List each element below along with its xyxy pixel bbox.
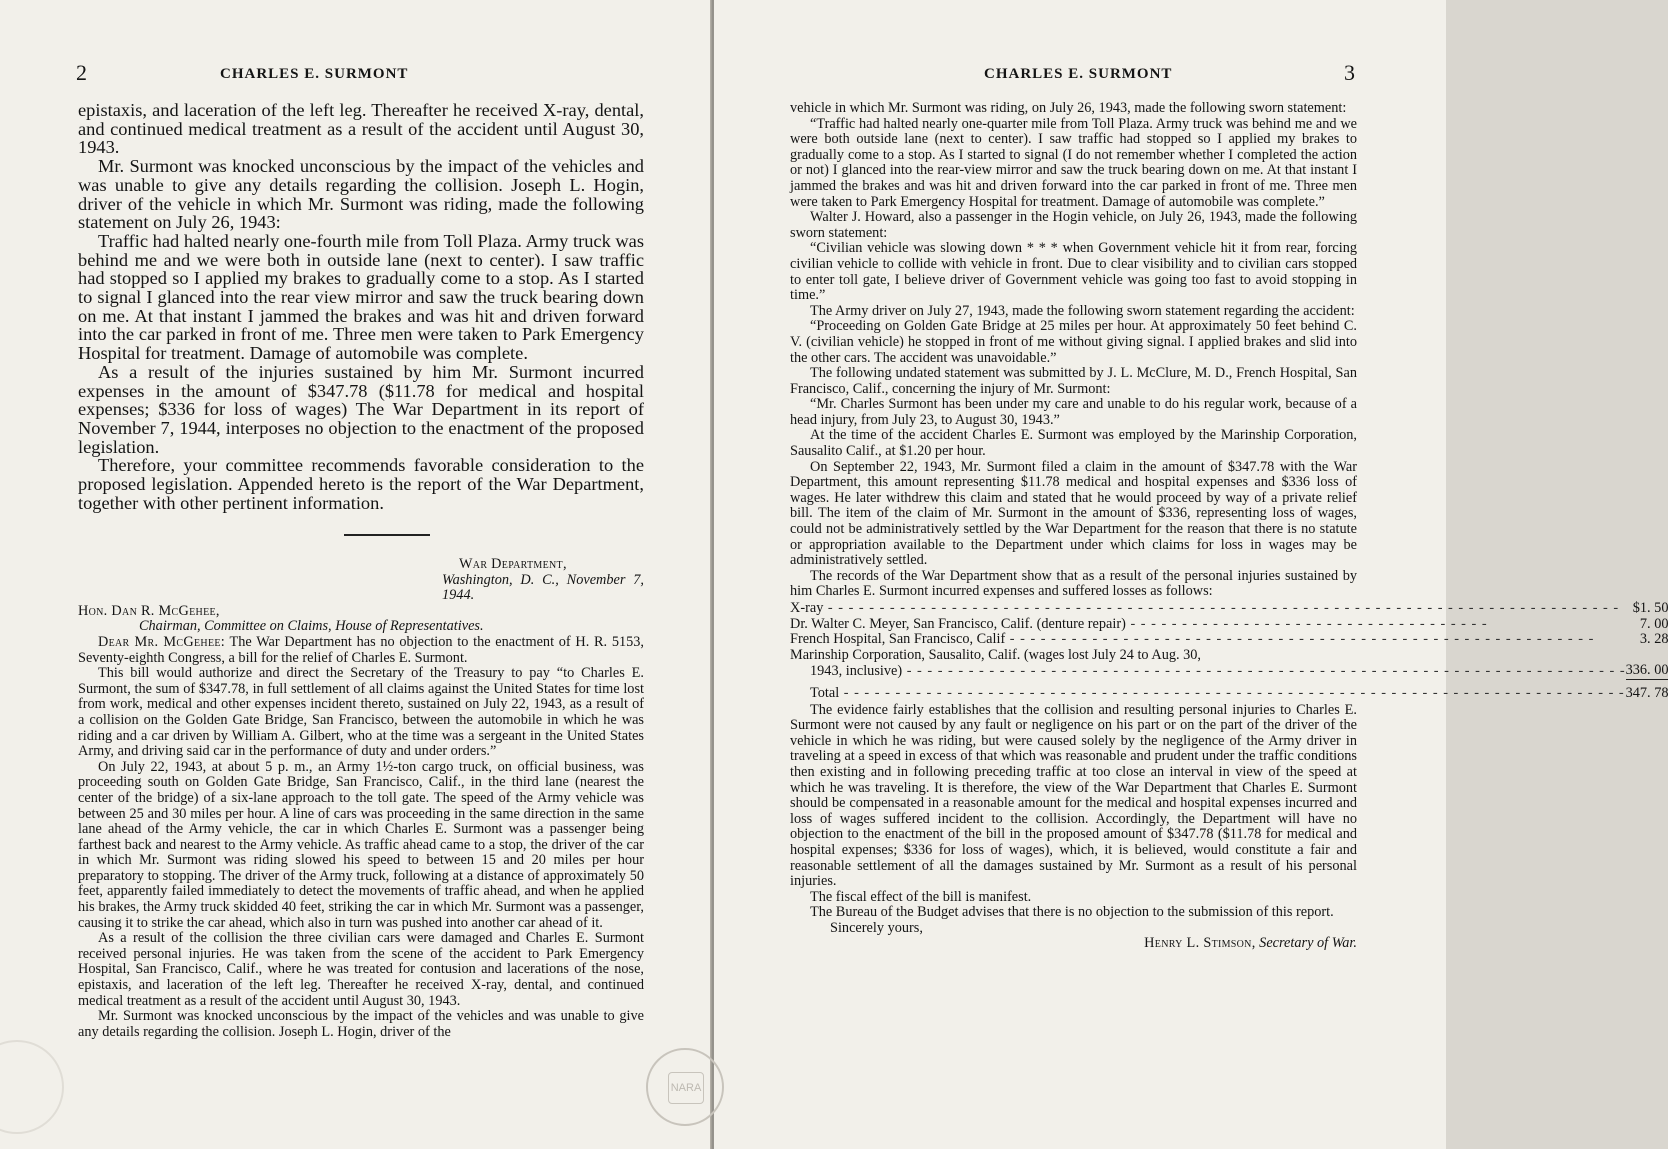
table-row bbox=[790, 663, 1668, 679]
paragraph: “Mr. Charles Surmont has been under my care and unable to do his regular work, because of a head injury, from July 23, to August 30, 1943.” bbox=[790, 396, 1357, 428]
paragraph: As a result of the collision the three civilian cars were damaged and Charles E. Surmont received personal injuries. He was taken from the scene of the accident to Park Emergency Hospital, San Francisco, Calif., where he was treated for contusion and lacerations of the nose, epistaxis, and laceration of the left leg. Thereafter he received X-ray, dental, and continued medical treatment as a result of the accident until August 30, 1943. bbox=[78, 930, 644, 1009]
expense-item: French Hospital, San Francisco, Calif - - - - - - - - - - - - - - - - - - - - - - - - - - - - - - - - - - - - - - - - - - - - - - - - - - - - - - - - - bbox=[790, 631, 1595, 648]
left-page bbox=[0, 0, 712, 1149]
paragraph: The Army driver on July 27, 1943, made the following sworn statement regarding the accident: bbox=[810, 302, 1355, 319]
paragraph: The War Department has no objection to the enactment of H. R. 5153, Seventy-eighth Congress, a bill for the relief of Charles E. Surmont. bbox=[78, 633, 644, 666]
table-row bbox=[790, 632, 1668, 648]
expense-item: 1943, inclusive) - - - - - - - - - - - - - - - - - - - - - - - - - - - - - - - - - - - - - - - - - - - - - - - - - - - - - - - - - - - - - - - - - - - - - - bbox=[810, 662, 1626, 679]
paragraph: The Bureau of the Budget advises that there is no objection to the submission of this report. bbox=[810, 904, 1334, 921]
section-divider bbox=[344, 534, 430, 536]
running-head: CHARLES E. SURMONT bbox=[220, 66, 409, 82]
table-row bbox=[790, 648, 1668, 664]
expense-table bbox=[790, 601, 1668, 702]
paragraph: epistaxis, and laceration of the left leg. Thereafter he received X-ray, dental, and continued medical treatment as a result of the accident until August 30, 1943. bbox=[78, 100, 644, 158]
paragraph: At the time of the accident Charles E. Surmont was employed by the Marinship Corporation, Sausalito Calif., at $1.20 per hour. bbox=[790, 427, 1357, 460]
paragraph: The evidence fairly establishes that the collision and resulting personal injuries to Charles E. Surmont were not caused by any fault or negligence on his part or on the part of the driver of the vehicle in which he was riding, but were caused solely by the negligence of the Army driver in traveling at a speed in excess of that which was reasonable and prudent under the traffic conditions then existing and in following preceding traffic at too close an interval in view of the speed at which he was traveling. It is therefore, the view of the War Department that Charles E. Surmont should be compensated in a reasonable amount for the medical and hospital expenses incurred and loss of wages suffered incident to the collision. Accordingly, the Department will have no objection to the enactment of the bill in the proposed amount of $347.78 ($11.78 for medical and hospital expenses; $336 for loss of wages), which, it is believed, would constitute a fair and reasonable settlement of all the damages sustained by Mr. Surmont as a result of his personal injuries. bbox=[790, 701, 1357, 890]
expense-amount: 7. 00 bbox=[1639, 615, 1668, 632]
paragraph: Traffic had halted nearly one-fourth mile from Toll Plaza. Army truck was behind me and we were both in outside lane (next to center). I saw traffic had stopped so I applied my brakes to gradually come to a stop. As I started to signal I glanced into the rear view mirror and saw the truck bearing down on me. At that instant I jammed the brakes and was hit and driven forward into the car parked in front of me. Three men were taken to Park Emergency Hospital for treatment. Damage of automobile was complete. bbox=[78, 230, 644, 364]
letter-continuation bbox=[790, 100, 1668, 952]
table-row bbox=[790, 601, 1668, 617]
paragraph: This bill would authorize and direct the Secretary of the Treasury to pay “to Charles E. Surmont, the sum of $347.78, in full settlement of all claims against the United States for time lost from work, medical and other expenses incident thereto, sustained on July 22, 1943, as a result of a collision on the Golden Gate Bridge, San Francisco, between the automobile in which he was riding and a car driven by William A. Gilbert, who at the time was a sergeant in the United States Army, and driving said car in the performance of duty and under orders.” bbox=[78, 665, 644, 760]
war-department-letter bbox=[78, 557, 644, 1040]
expense-amount: $1. 50 bbox=[1632, 600, 1668, 616]
paragraph: The fiscal effect of the bill is manifest. bbox=[810, 888, 1032, 905]
paragraph: “Proceeding on Golden Gate Bridge at 25 miles per hour. At approximately 50 feet behind C. V. (civilian vehicle) he stopped in front of me without giving signal. I applied brakes and slid into the other cars. The accident was unavoidable.” bbox=[790, 318, 1357, 366]
right-page bbox=[714, 0, 1668, 1149]
letter-department: War Department, bbox=[459, 556, 567, 572]
faded-stamp bbox=[0, 1040, 64, 1134]
letter-dateline: Washington, D. C., November 7, 1944. bbox=[442, 571, 644, 604]
letter-addressee: Hon. Dan R. McGehee, bbox=[78, 602, 220, 619]
paragraph: Mr. Surmont was knocked unconscious by the impact of the vehicles and was unable to give any details regarding the collision. Joseph L. Hogin, driver of the bbox=[78, 1008, 644, 1040]
expense-item: Marinship Corporation, Sausalito, Calif. (wages lost July 24 to Aug. 30, bbox=[790, 646, 1202, 663]
letter-salutation: Dear Mr. McGehee: bbox=[98, 633, 226, 650]
expense-item: X-ray - - - - - - - - - - - - - - - - - - - - - - - - - - - - - - - - - - - - - - - - - - - - - - - - - - - - - - - - - - - - - - - - - - - - - - - - - - - - - bbox=[790, 600, 1620, 616]
letter-first-paragraph bbox=[78, 635, 644, 666]
table-row bbox=[790, 617, 1668, 633]
total-amount: 347. 78 bbox=[1626, 679, 1668, 701]
signature-title: Secretary of War. bbox=[1259, 935, 1357, 952]
expense-item: Dr. Walter C. Meyer, San Francisco, Calif. (denture repair) - - - - - - - - - - - - - - - - - - - - - - - - - - - - - - - - - - - bbox=[790, 615, 1488, 632]
paragraph: Therefore, your committee recommends favorable consideration to the proposed legislation. Appended hereto is the report of the War Department, together with other pertinent information. bbox=[78, 455, 644, 513]
paragraph: “Traffic had halted nearly one-quarter mile from Toll Plaza. Army truck was behind me and we were both outside lane (next to center). I saw traffic had stopped so I applied my brakes to gradually come to a stop. As I started to signal (I do not remember whether I completed the action or not) I glanced into the rear-view mirror and saw the truck bearing down on me. At that instant I jammed the brakes and was hit and driven forward into the car parked in front of me. Three men were taken to Park Emergency Hospital for treatment. Damage of automobile was complete.” bbox=[790, 115, 1357, 210]
paragraph: vehicle in which Mr. Surmont was riding, on July 26, 1943, made the following sworn statement: bbox=[790, 100, 1347, 116]
paragraph: On September 22, 1943, Mr. Surmont filed a claim in the amount of $347.78 with the War Department, this amount representing $11.78 medical and hospital expenses and $336 loss of wages. He later withdrew this claim and stated that he would proceed by way of a private relief bill. The item of the claim of Mr. Surmont in the amount of $336, representing loss of wages, could not be administratively settled by the War Department for the reason that there is no statute or appropriation available to the Department under which claims for loss in wages may be administratively settled. bbox=[790, 458, 1357, 569]
report-text bbox=[78, 101, 644, 512]
page-number: 2 bbox=[76, 60, 87, 85]
archive-stamp bbox=[646, 1048, 724, 1126]
running-head: CHARLES E. SURMONT bbox=[984, 66, 1173, 82]
signature bbox=[790, 936, 1357, 952]
paragraph: Walter J. Howard, also a passenger in the Hogin vehicle, on July 26, 1943, made the following sworn statement: bbox=[790, 209, 1357, 241]
paragraph: The records of the War Department show that as a result of the personal injuries sustained by him Charles E. Surmont incurred expenses and suffered losses as follows: bbox=[790, 567, 1357, 600]
paragraph: As a result of the injuries sustained by him Mr. Surmont incurred expenses in the amount of $347.78 ($11.78 for medical and hospital expenses; $336 for loss of wages) The War Department in its report of November 7, 1944, interposes no objection to the enactment of the proposed legislation. bbox=[78, 361, 644, 457]
paragraph: Mr. Surmont was knocked unconscious by the impact of the vehicles and was unable to give any details regarding the collision. Joseph L. Hogin, driver of the vehicle in which Mr. Surmont was riding, made the following statement on July 26, 1943: bbox=[78, 156, 644, 233]
expense-amount bbox=[1626, 648, 1668, 664]
paragraph: “Civilian vehicle was slowing down * * * when Government vehicle hit it from rear, forcing civilian vehicle to collide with vehicle in front. Due to clear visibility and to civilian cars stopped to enter toll gate, I believe driver of Government vehicle was going too fast to avoid stopping in time.” bbox=[790, 240, 1357, 304]
closing: Sincerely yours, bbox=[830, 919, 923, 936]
signature-name: Henry L. Stimson, bbox=[1144, 935, 1256, 952]
paragraph: On July 22, 1943, at about 5 p. m., an Army 1½-ton cargo truck, on official business, was proceeding south on Golden Gate Bridge, San Francisco, Calif., in the third lane (nearest the center of the bridge) of a six-lane approach to the toll gate. The speed of the Army vehicle was between 25 and 30 miles per hour. A line of cars was proceeding in the same direction in the same lane ahead of the Army vehicle, the car in which Charles E. Surmont was a passenger being farthest back and nearest to the Army vehicle. As traffic ahead came to a stop, the driver of the car in which Mr. Surmont was riding slowed his speed to between 15 and 20 miles per hour preparatory to stopping. The driver of the Army truck, following at a distance of approximately 50 feet, apparently failed immediately to detect the movements of traffic ahead, and when he applied his brakes, the Army truck skidded 40 feet, striking the car in which Mr. Surmont was a passenger, causing it to strike the car ahead, which also in turn was pushed into another car ahead of it. bbox=[78, 758, 644, 931]
expense-amount: 336. 00 bbox=[1625, 662, 1668, 679]
letter-addressee-title: Chairman, Committee on Claims, House of Representatives. bbox=[139, 618, 484, 635]
stamp-label: NARA bbox=[668, 1072, 704, 1104]
page-number: 3 bbox=[1344, 60, 1355, 85]
expense-amount: 3. 28 bbox=[1639, 631, 1668, 648]
total-label: Total - - - - - - - - - - - - - - - - - - - - - - - - - - - - - - - - - - - - - - - - - - - - - - - - - - - - - - - - - - - - - - - - - - - - - - - - - - - - bbox=[810, 684, 1625, 701]
total-row bbox=[790, 679, 1668, 701]
paragraph: The following undated statement was submitted by J. L. McClure, M. D., French Hospital, San Francisco, Calif., concerning the injury of Mr. Surmont: bbox=[790, 365, 1357, 397]
